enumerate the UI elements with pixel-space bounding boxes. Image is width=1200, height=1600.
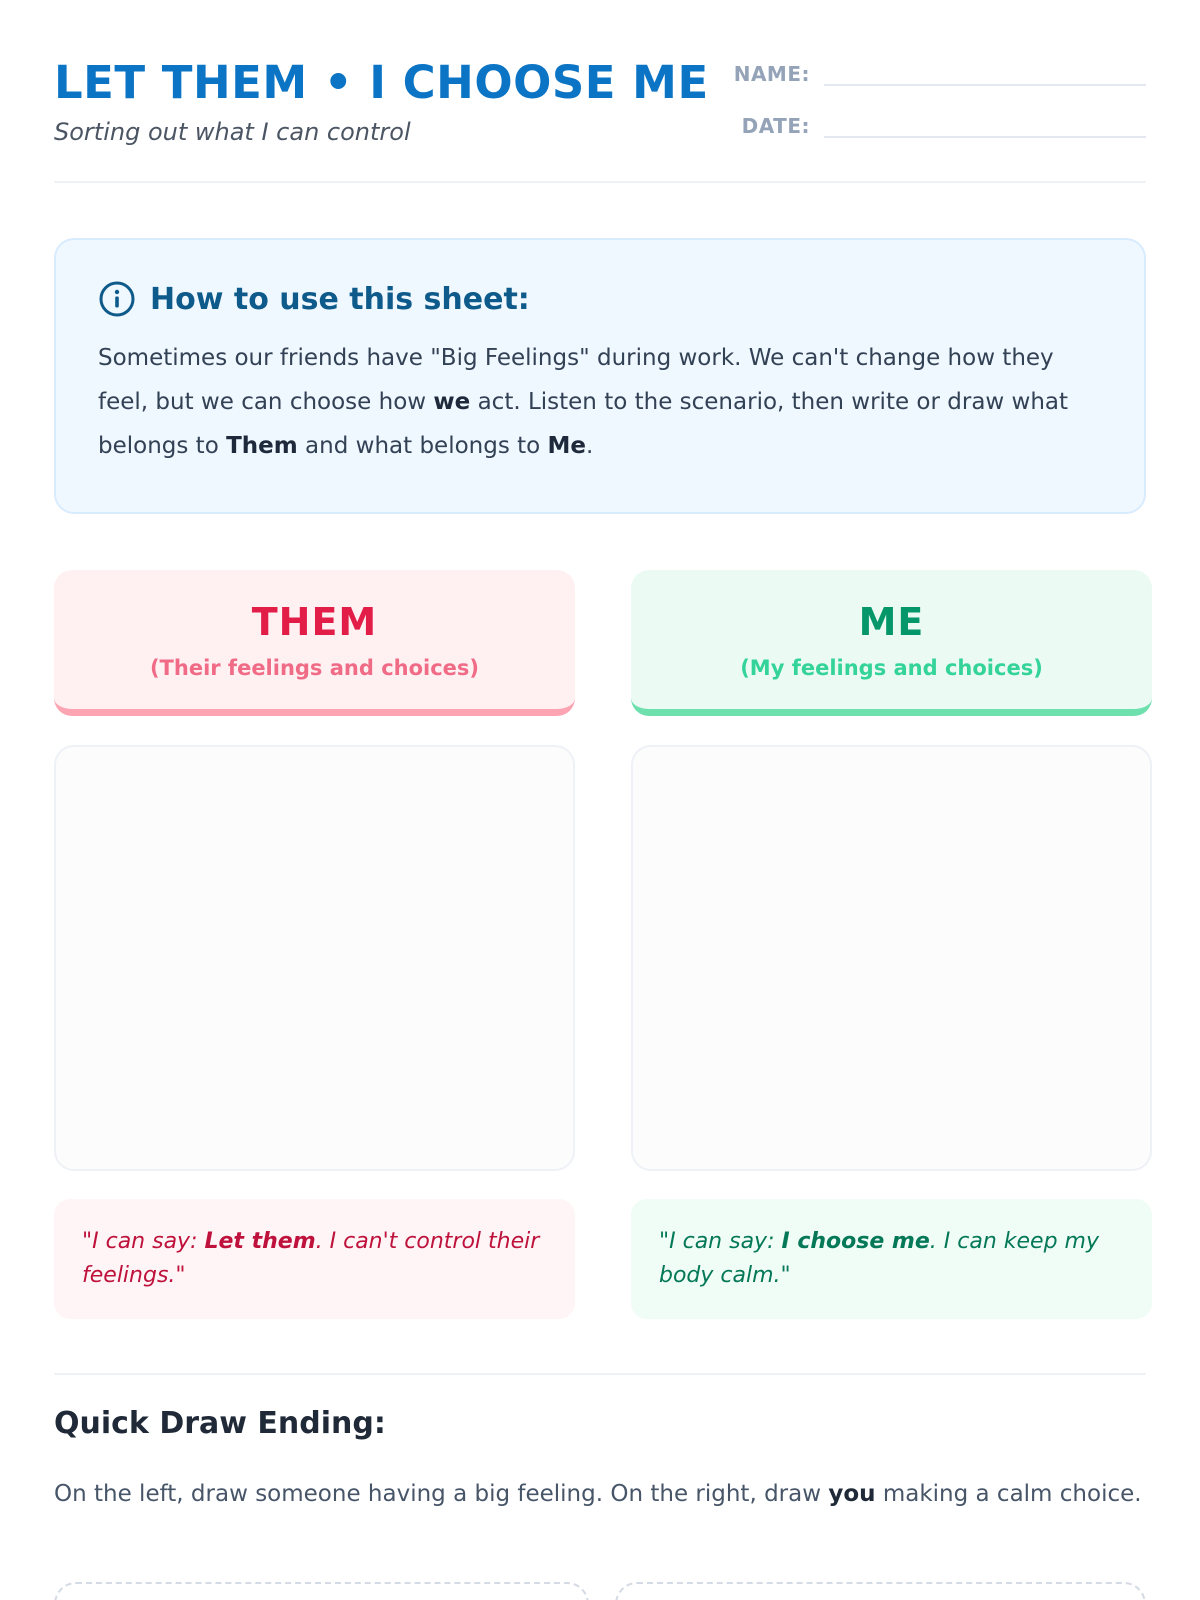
them-title: THEM [251,600,378,644]
date-field-row [704,110,1146,138]
quote-text-part: . I can't control their feelings." [82,1229,540,1288]
me-subtitle: (My feelings and choices) [740,656,1043,680]
quick-draw-title: Quick Draw Ending: [54,1406,386,1441]
instructions-text-part: act. Listen to the scenario, then write or draw what belongs to [98,389,1069,459]
them-quote-emphasis: Let them [204,1229,316,1254]
quick-draw-text-part: On the left, draw someone having a big feeling. On the right, draw [54,1481,829,1507]
date-label: DATE: [741,114,810,138]
page-subtitle: Sorting out what I can control [54,118,411,146]
instructions-text-part: Sometimes our friends have "Big Feelings" during work. We can't change how they feel, but we can choose how [98,345,1054,415]
me-quote-emphasis: I choose me [781,1229,930,1254]
name-field-row [704,58,1146,86]
quick-draw-text-part: making a calm choice. [875,1481,1142,1507]
me-title: ME [858,600,925,644]
name-label: NAME: [733,62,810,86]
instructions-title: How to use this sheet: [150,281,530,317]
them-writing-area[interactable] [54,745,575,1171]
quote-text-part: "I can say: [82,1229,205,1254]
quick-draw-emphasis-you: you [828,1481,876,1507]
instructions-emphasis-them: Them [226,433,298,459]
name-field[interactable] [824,58,1146,86]
me-column-header [631,570,1152,716]
quote-text-part: "I can say: [659,1229,782,1254]
instructions-emphasis-we: we [433,389,471,415]
instructions-emphasis-me: Me [547,433,587,459]
date-field[interactable] [824,110,1146,138]
them-column-header [54,570,575,716]
instructions-text [98,336,1102,468]
me-writing-area[interactable] [631,745,1152,1171]
quote-text-part: . I can keep my body calm." [659,1229,1099,1288]
page-title: LET THEM • I CHOOSE ME [54,56,709,109]
info-circle-icon [98,280,136,318]
instructions-text-part: . [586,433,594,459]
instructions-header [98,280,1102,318]
me-quote [631,1199,1152,1319]
quick-draw-right-box[interactable] [615,1582,1146,1600]
them-subtitle: (Their feelings and choices) [149,656,480,680]
instructions-box [54,238,1146,514]
instructions-text-part: and what belongs to [297,433,548,459]
them-quote [54,1199,575,1319]
worksheet-header [54,0,1146,183]
quick-draw-instructions [54,1474,1146,1514]
section-divider [54,1373,1146,1375]
quick-draw-left-box[interactable] [54,1582,589,1600]
